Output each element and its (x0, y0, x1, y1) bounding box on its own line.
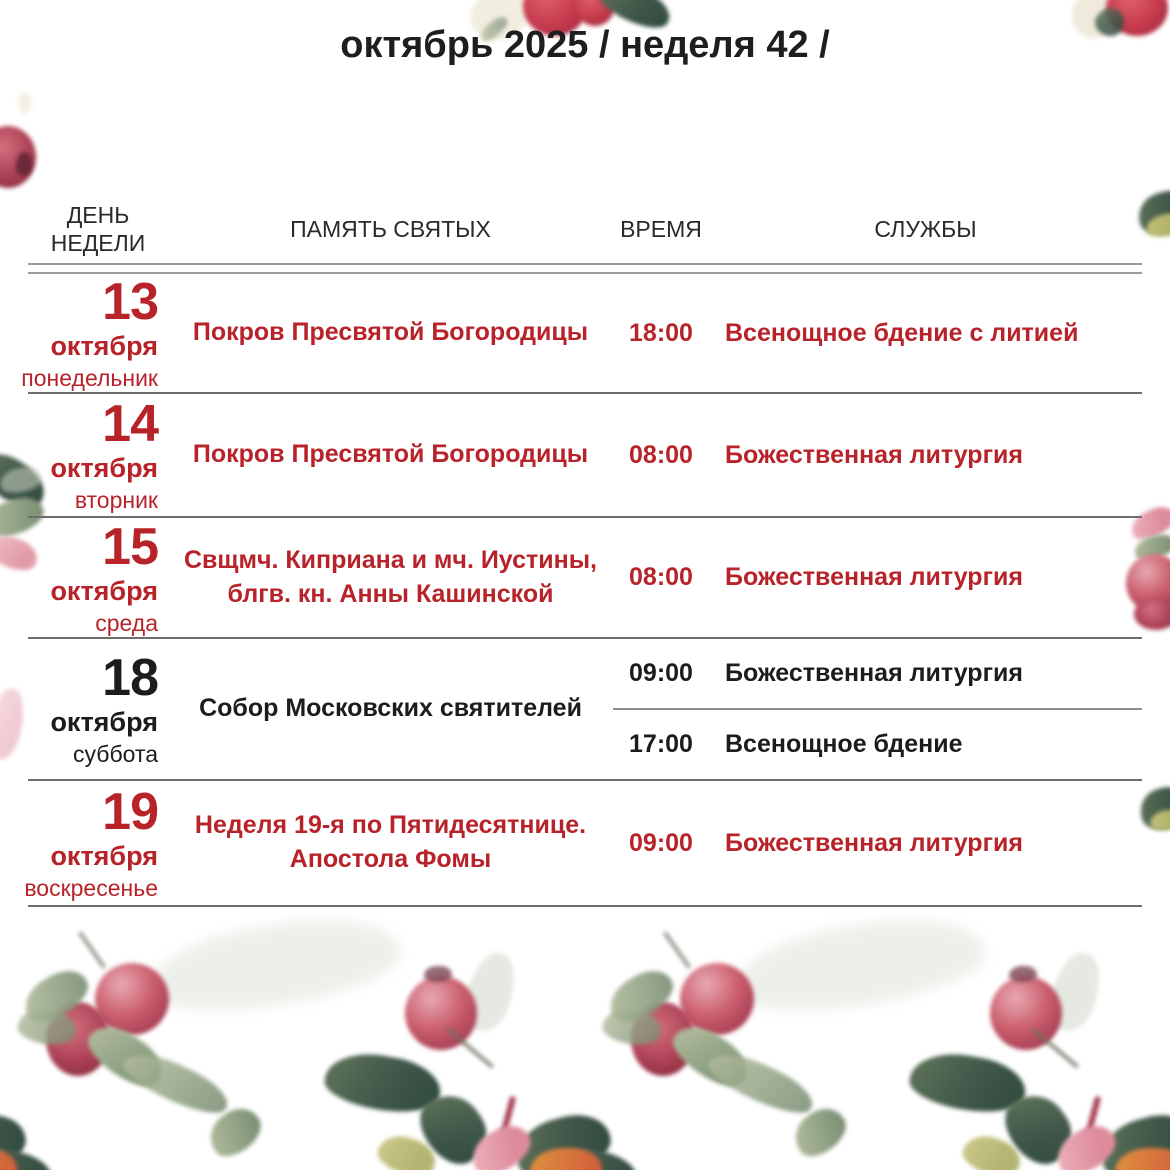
saints-cell: Собор Московских святителей (199, 694, 582, 723)
saints-cell: Покров Пресвятой Богородицы (192, 440, 589, 469)
service-cell: Всенощное бдение с литией (725, 318, 1079, 347)
time-cell: 09:00 (629, 828, 693, 857)
column-header-day-line2: НЕДЕЛИ (50, 230, 146, 256)
saints-cell: Неделя 19-я по Пятидесятнице. Апостола Фомы (194, 811, 587, 873)
time-cell: 09:00 (629, 659, 693, 687)
table-header-row (28, 195, 1142, 263)
date-cell (21, 273, 168, 391)
weekday-label: понедельник (21, 365, 158, 391)
weekday-label: суббота (73, 741, 158, 767)
month-label: октября (50, 707, 158, 737)
stem-illustration (663, 931, 692, 969)
table-row (21, 273, 1142, 394)
month-label: октября (50, 453, 158, 483)
table-row (28, 518, 1142, 639)
stem-illustration (78, 931, 107, 969)
month-label: октября (50, 575, 158, 606)
column-header-time: ВРЕМЯ (620, 215, 702, 242)
stem-illustration (1009, 966, 1037, 982)
berry-illustration (405, 976, 477, 1050)
leaf-illustration (0, 686, 28, 762)
service-cell: Божественная литургия (725, 440, 1023, 469)
day-number: 19 (102, 783, 158, 841)
time-cell: 17:00 (629, 730, 693, 758)
weekday-label: среда (95, 609, 158, 636)
service-subrow (613, 639, 1142, 710)
month-label: октября (50, 331, 158, 361)
stem-illustration (424, 966, 452, 982)
leaf-illustration (16, 152, 32, 176)
berry-illustration (990, 976, 1062, 1050)
time-cell: 08:00 (629, 440, 693, 469)
day-number: 14 (102, 395, 158, 453)
day-number: 13 (102, 273, 158, 331)
saints-cell: Свщмч. Киприана и мч. Иустины, блгв. кн. Анны Кашинской (183, 545, 597, 608)
service-cell: Всенощное бдение (725, 730, 963, 758)
ghost-leaf-illustration (146, 908, 405, 1022)
month-label: октября (50, 841, 158, 871)
day-number: 15 (102, 517, 158, 576)
day-number: 18 (102, 649, 158, 707)
service-cell: Божественная литургия (725, 659, 1023, 687)
date-cell (24, 783, 168, 901)
service-cell: Божественная литургия (725, 828, 1023, 857)
services-split-cell (613, 639, 1142, 779)
column-header-day-line1: ДЕНЬ (66, 201, 130, 228)
page-title: октябрь 2025 / неделя 42 / (340, 24, 830, 66)
ghost-leaf-illustration (731, 908, 990, 1022)
weekday-label: вторник (74, 487, 158, 513)
column-header-services: СЛУЖБЫ (874, 215, 977, 242)
service-subrow (613, 710, 1142, 779)
column-header-saints: ПАМЯТЬ СВЯТЫХ (290, 215, 491, 242)
table-row (28, 394, 1142, 518)
table-row (24, 781, 1142, 907)
column-header-day (28, 201, 168, 257)
date-cell (28, 649, 168, 767)
time-cell: 18:00 (629, 318, 693, 347)
schedule-table (21, 195, 1142, 907)
time-cell: 08:00 (629, 563, 693, 591)
weekday-label: воскресенье (24, 875, 158, 901)
table-row (28, 639, 1142, 781)
date-cell (28, 395, 168, 513)
pale-stroke-illustration (18, 92, 32, 114)
date-cell (28, 517, 168, 636)
service-cell: Божественная литургия (725, 563, 1023, 591)
saints-cell: Покров Пресвятой Богородицы (192, 318, 589, 347)
header-double-divider (28, 263, 1142, 274)
